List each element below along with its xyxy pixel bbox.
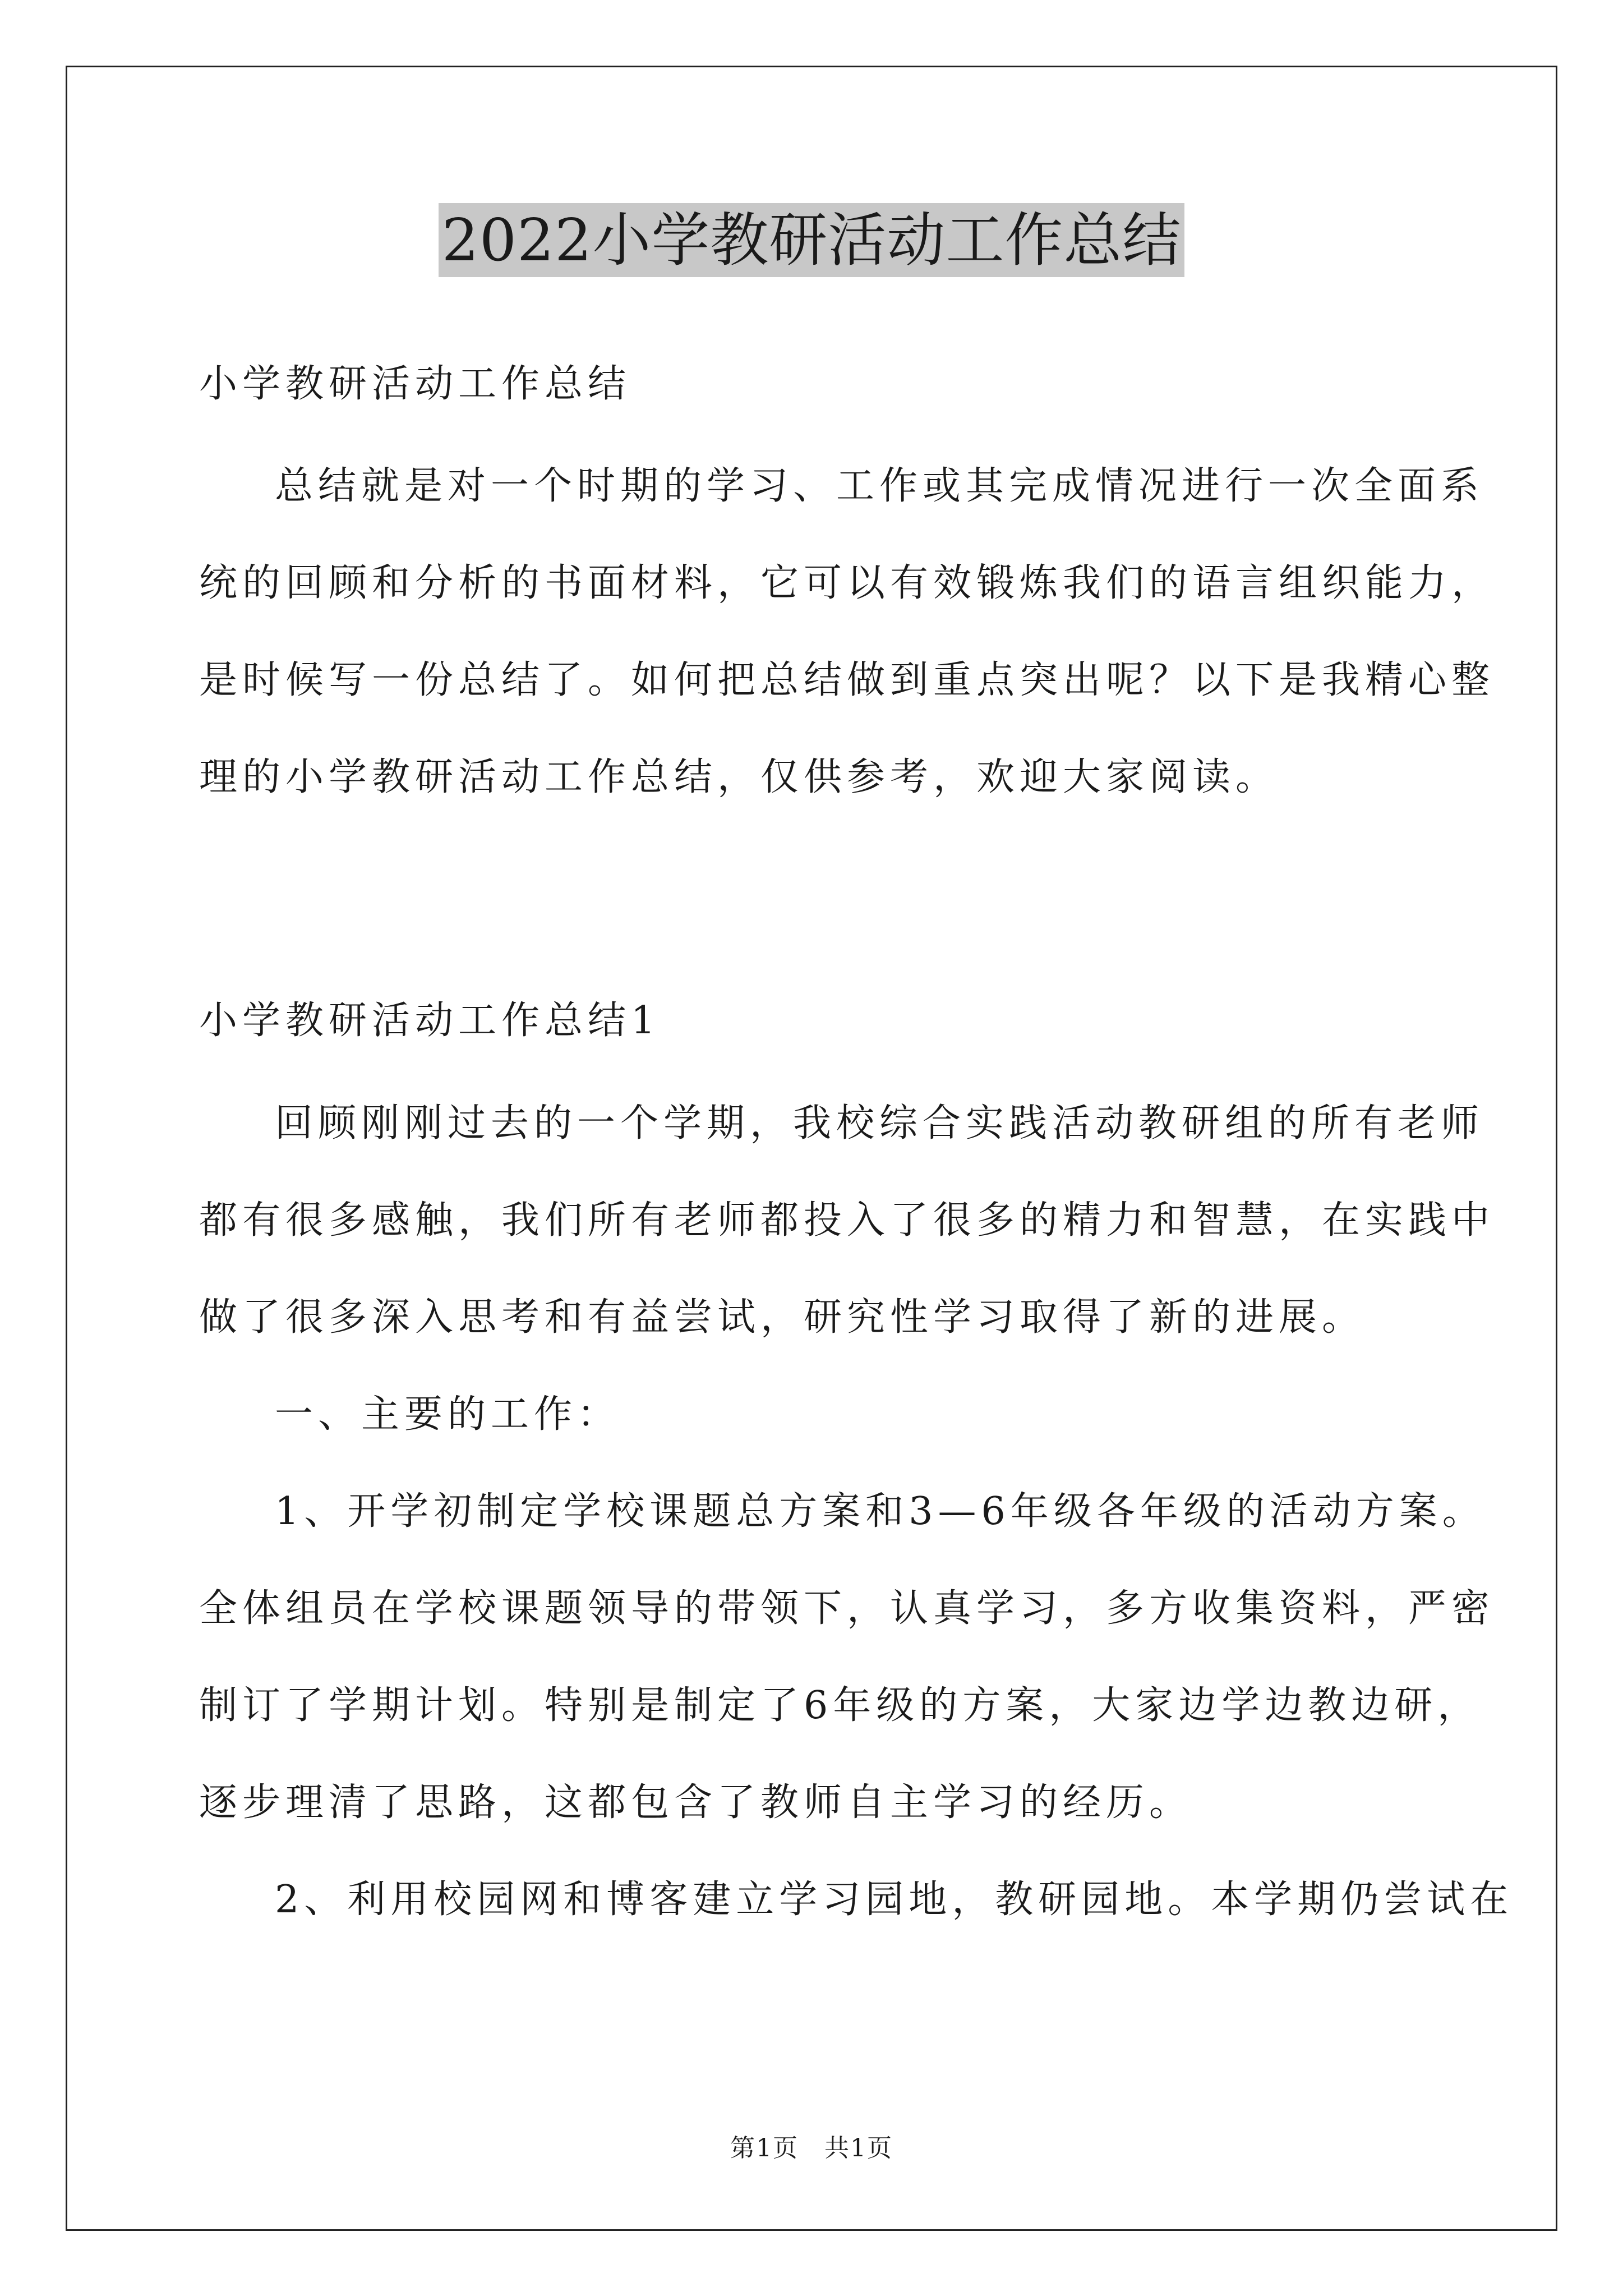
- item-1-line-1: 1、开学初制定学校课题总方案和3—6年级各年级的活动方案。: [275, 1489, 1486, 1534]
- section-heading: 小学教研活动工作总结1: [199, 999, 661, 1043]
- item-2-line-1: 2、利用校园网和博客建立学习园地，教研园地。本学期仍尝试在: [275, 1878, 1514, 1922]
- list-heading: 一、主要的工作：: [275, 1392, 621, 1437]
- page-footer: 第1页 共1页: [730, 2134, 893, 2162]
- intro-line-2: 统的回顾和分析的书面材料，它可以有效锻炼我们的语言组织能力，: [199, 561, 1495, 605]
- subtitle: 小学教研活动工作总结: [199, 362, 631, 406]
- document-title: 2022小学教研活动工作总结: [439, 203, 1185, 277]
- body-line-2: 都有很多感触，我们所有老师都投入了很多的精力和智慧，在实践中: [199, 1198, 1495, 1243]
- item-1-line-4: 逐步理清了思路，这都包含了教师自主学习的经历。: [199, 1780, 1193, 1825]
- intro-line-1: 总结就是对一个时期的学习、工作或其完成情况进行一次全面系: [275, 464, 1484, 508]
- intro-line-3: 是时候写一份总结了。如何把总结做到重点突出呢？以下是我精心整: [199, 658, 1495, 702]
- title-block: [0, 203, 1623, 277]
- body-line-3: 做了很多深入思考和有益尝试，研究性学习取得了新的进展。: [199, 1295, 1366, 1340]
- body-line-1: 回顾刚刚过去的一个学期，我校综合实践活动教研组的所有老师: [275, 1101, 1484, 1145]
- intro-line-4: 理的小学教研活动工作总结，仅供参考，欢迎大家阅读。: [199, 755, 1279, 799]
- item-1-line-2: 全体组员在学校课题领导的带领下，认真学习，多方收集资料，严密: [199, 1586, 1495, 1631]
- item-1-line-3: 制订了学期计划。特别是制定了6年级的方案，大家边学边教边研，: [199, 1683, 1481, 1728]
